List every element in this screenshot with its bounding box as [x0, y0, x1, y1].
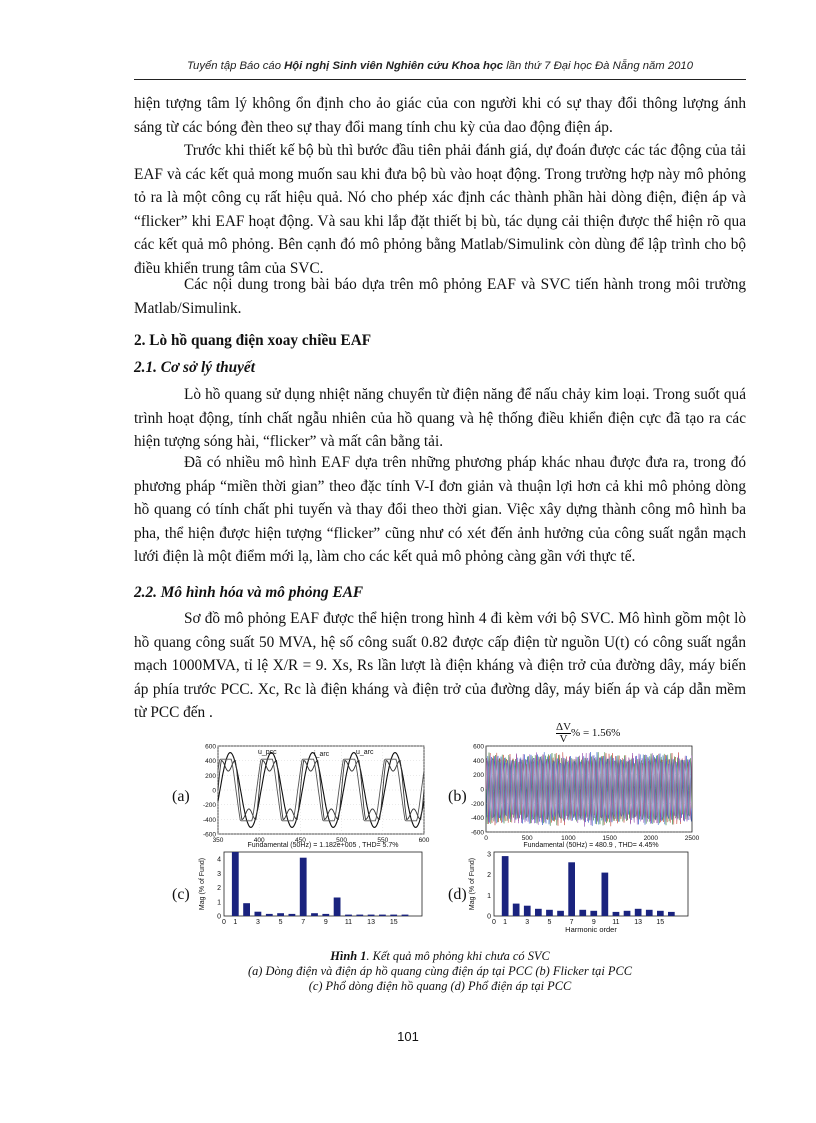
panel-label-c: (c) — [172, 886, 190, 903]
x-tick-label: 15 — [656, 919, 665, 926]
bar — [535, 909, 542, 916]
chart-c — [196, 840, 432, 930]
y-tick-label: 200 — [205, 772, 216, 780]
panel-label-b: (b) — [448, 788, 467, 805]
bar — [390, 915, 397, 916]
bar — [513, 904, 520, 916]
y-tick-label: 3 — [217, 870, 221, 878]
bar — [300, 858, 307, 916]
header-rule — [134, 79, 746, 80]
bar — [602, 873, 609, 916]
legend-i_arc: i_arc — [314, 751, 330, 758]
bar — [334, 898, 341, 917]
y-tick-label: 0 — [487, 913, 491, 921]
figure-caption-line2: (a) Dòng điện và điện áp hồ quang cùng điện áp tại PCC (b) Flicker tại PCC — [247, 964, 633, 978]
x-tick-label: 1500 — [602, 835, 617, 842]
bar — [568, 862, 575, 916]
page-number: 101 — [397, 1029, 419, 1044]
bar — [232, 852, 239, 916]
bar — [668, 912, 675, 916]
paragraph-5: Đã có nhiều mô hình EAF dựa trên những phương pháp khác nhau được đưa ra, trong đó phương pháp “miền thời gian” theo đặc tính V-I đơn giản và thuận lợi hơn cả khi mô phỏng dòng hồ quang có tính chất phi tuyến và thay đổi theo thời gian. Việc xây dựng thành công mô hình ba pha, thể hiện được hiện tượng “flicker” cũng như có xét đến ảnh hưởng của công suất ngắn mạch lưới điện là một điểm mới lạ, làm cho các kết quả mô phỏng càng gần với thực tế. — [134, 454, 746, 566]
y-tick-label: -200 — [470, 800, 484, 808]
paragraph-4: Lò hồ quang sử dụng nhiệt năng chuyển từ điện năng để nấu chảy kim loại. Trong suốt quá trình hoạt động, tính chất ngẫu nhiên của hồ quang và hệ thống điều khiển điện cực đã tạo ra các hiện tượng sóng hài, “flicker” và mất cân bằng tải. — [134, 386, 746, 451]
subsection-heading-2: 2.2. Mô hình hóa và mô phỏng EAF — [134, 584, 364, 601]
x-tick-label: 1 — [233, 919, 238, 926]
x-tick-label: 11 — [344, 919, 353, 926]
x-axis-label: Harmonic order — [565, 925, 617, 934]
bar — [502, 856, 509, 916]
y-tick-label: 600 — [205, 743, 216, 751]
chart-d — [466, 840, 698, 946]
section-heading: 2. Lò hồ quang điện xoay chiều EAF — [134, 332, 372, 349]
x-tick-label: 2000 — [643, 835, 659, 842]
bar — [311, 913, 318, 916]
paragraph-6: Sơ đồ mô phỏng EAF được thể hiện trong hình 4 đi kèm với bộ SVC. Mô hình gồm một lò hồ quang công suất 50 MVA, hệ số công suất 0.82 được cấp điện từ nguồn U(t) có công suất ngắn mạch 1000MVA, tỉ lệ X/R = 9. Xs, Rs lần lượt là điện kháng và điện trở của đường dây, máy biến áp phía trước PCC. Xc, Rc là điện kháng và điện trở của đường dây, máy biến áp và cáp dẫn mềm từ PCC đến . — [134, 610, 746, 722]
y-tick-label: 1 — [487, 892, 491, 900]
running-header: Tuyển tập Báo cáo Hội nghị Sinh viên Nghiên cứu Khoa học lần thứ 7 Đại học Đà Nẵng năm 2010 — [186, 60, 693, 72]
x-tick-label: 550 — [377, 837, 389, 844]
bar — [368, 915, 375, 916]
x-tick-label: 13 — [367, 919, 375, 926]
paragraph-3: Các nội dung trong bài báo dựa trên mô phỏng EAF và SVC tiến hành trong môi trường Matlab/Simulink. — [134, 276, 746, 317]
panel-label-a: (a) — [172, 788, 190, 805]
bar — [277, 913, 284, 916]
bar — [646, 910, 653, 916]
chart-title: Fundamental (50Hz) = 480.9 , THD= 4.45% — [523, 842, 659, 849]
x-tick-label: 0 — [492, 919, 496, 926]
plot-area — [224, 852, 422, 916]
bar — [345, 915, 352, 916]
x-tick-label: 450 — [294, 837, 306, 844]
figure-caption-line3: (c) Phổ dòng điện hồ quang (d) Phổ điện áp tại PCC — [308, 979, 572, 993]
x-tick-label: 500 — [521, 835, 533, 842]
x-tick-label: 5 — [278, 919, 283, 926]
subsection-heading-1: 2.1. Cơ sở lý thuyết — [134, 359, 255, 376]
x-tick-label: 9 — [591, 919, 596, 926]
bar — [255, 912, 262, 916]
bar — [402, 915, 409, 916]
bar — [243, 903, 250, 916]
x-tick-label: 350 — [212, 837, 224, 844]
paragraph-2: Trước khi thiết kế bộ bù thì bước đầu tiên phải đánh giá, dự đoán được các tác động của tải EAF và các kết quả mong muốn sau khi đưa bộ bù vào hoạt động. Trong trường hợp này mô phỏng tỏ ra là một công cụ rất hiệu quả. Nó cho phép xác định các thành phần hài dòng điện, điện áp và “flicker” khi EAF hoạt động. Và sau khi lắp đặt thiết bị bù, tác dụng cải thiện được thể hiện rõ qua các kết quả mô phỏng. Bên cạnh đó mô phỏng bằng Matlab/Simulink còn dùng để lập trình cho bộ điều khiển trung tâm của SVC. — [134, 142, 746, 277]
bar — [289, 914, 296, 916]
y-axis-label: Mag (% of Fund) — [469, 857, 476, 911]
y-tick-label: 0 — [480, 786, 484, 794]
y-tick-label: 3 — [487, 851, 491, 859]
x-tick-label: 13 — [634, 919, 643, 926]
x-tick-label: 15 — [389, 919, 398, 926]
y-tick-label: -600 — [202, 831, 216, 839]
y-tick-label: 200 — [473, 772, 484, 780]
x-tick-label: 1 — [503, 919, 508, 926]
bar — [635, 909, 642, 916]
legend-u_pcc: u_pcc — [258, 749, 277, 756]
x-tick-label: 400 — [253, 837, 265, 844]
bar — [379, 915, 386, 916]
flicker-denominator: V — [559, 733, 568, 745]
x-tick-label: 1000 — [561, 835, 576, 842]
bar — [524, 906, 531, 916]
y-tick-label: 4 — [217, 856, 221, 864]
x-tick-label: 3 — [525, 919, 530, 926]
flicker-numerator: ΔV — [556, 721, 572, 733]
panel-label-d: (d) — [448, 886, 467, 903]
x-tick-label: 7 — [569, 919, 574, 926]
bar — [322, 914, 329, 916]
plot-area — [494, 852, 688, 916]
x-tick-label: 7 — [301, 919, 306, 926]
x-tick-label: 600 — [418, 837, 430, 844]
y-tick-label: 2 — [487, 872, 491, 880]
bar — [590, 911, 597, 916]
bar — [557, 911, 564, 916]
y-tick-label: 2 — [217, 885, 221, 893]
paragraph-1: hiện tượng tâm lý không ổn định cho ảo giác của con người khi có sự thay đổi thông lượng ánh sáng từ các bóng đèn theo sự thay đổi mang tính chu kỳ của dao động điện áp. — [134, 95, 746, 136]
y-tick-label: 1 — [217, 899, 221, 907]
chart-b — [466, 740, 698, 840]
y-tick-label: -200 — [202, 802, 216, 810]
y-tick-label: 400 — [205, 758, 216, 766]
y-tick-label: -600 — [470, 829, 484, 837]
chart-title: Fundamental (50Hz) = 1.182e+005 , THD= 5.7% — [247, 842, 399, 849]
bar — [546, 910, 553, 916]
y-tick-label: 0 — [217, 913, 221, 921]
x-tick-label: 3 — [255, 919, 260, 926]
legend-u_arc: u_arc — [356, 749, 374, 756]
x-tick-label: 0 — [222, 919, 226, 926]
bar — [266, 914, 273, 916]
y-tick-label: -400 — [470, 815, 484, 823]
figure-caption-title: Hình 1. Kết quả mô phỏng khi chưa có SVC — [330, 949, 550, 963]
x-tick-label: 0 — [484, 835, 488, 842]
bar — [624, 911, 631, 916]
x-tick-label: 11 — [612, 919, 620, 926]
x-tick-label: 9 — [323, 919, 328, 926]
bar — [613, 912, 620, 916]
bar — [657, 911, 664, 916]
bar — [356, 915, 363, 916]
y-tick-label: 600 — [473, 743, 484, 751]
y-tick-label: 0 — [212, 787, 216, 795]
flicker-value: % = 1.56% — [571, 727, 621, 740]
bar — [579, 910, 586, 916]
x-tick-label: 5 — [547, 919, 552, 926]
x-tick-label: 500 — [336, 837, 348, 844]
y-axis-label: Mag (% of Fund) — [199, 857, 206, 911]
x-tick-label: 2500 — [684, 835, 700, 842]
y-tick-label: 400 — [473, 757, 484, 765]
chart-a — [196, 740, 432, 844]
y-tick-label: -400 — [202, 816, 216, 824]
